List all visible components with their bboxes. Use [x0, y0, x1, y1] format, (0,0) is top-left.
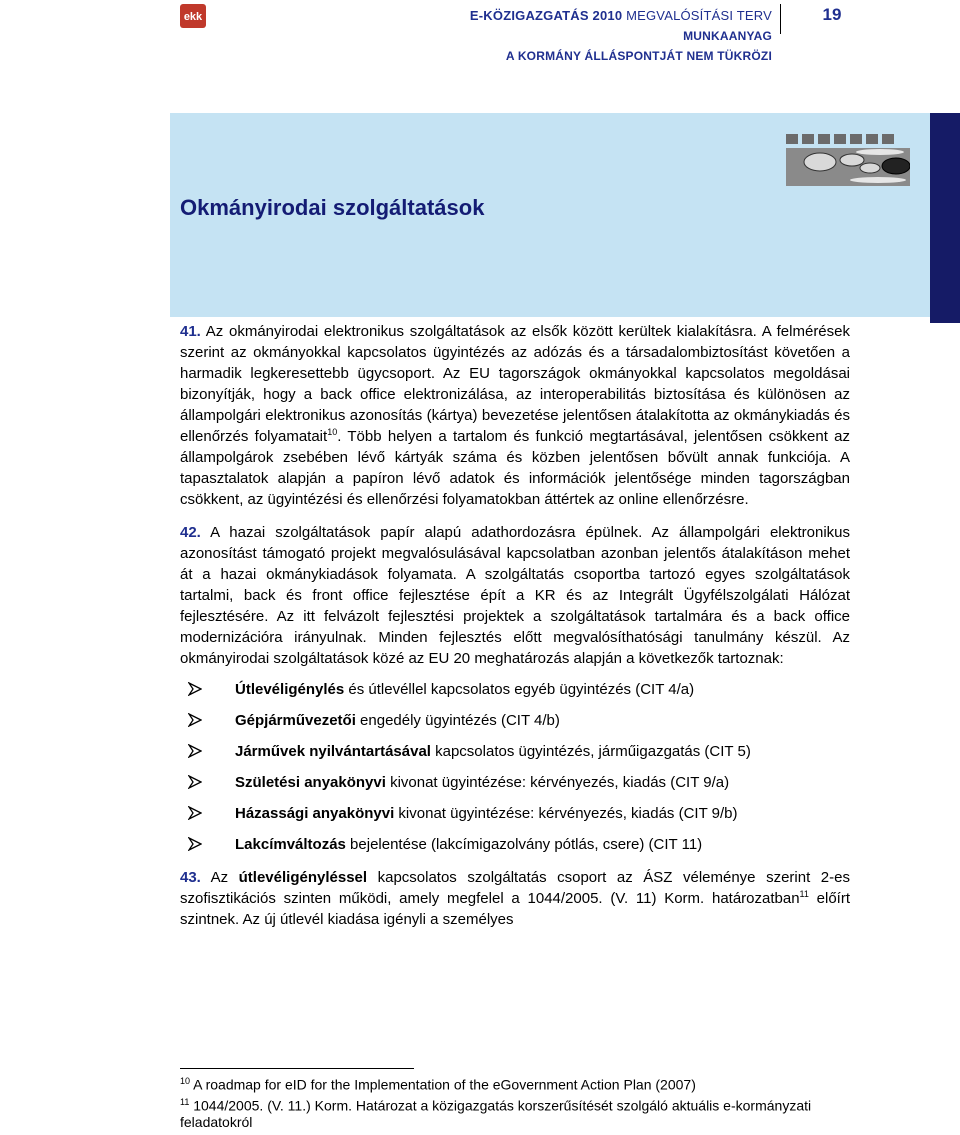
header-draft-label: MUNKAANYAG: [683, 29, 772, 43]
svg-text:ekk: ekk: [183, 11, 203, 23]
list-item: Gépjárművezetői engedély ügyintézés (CIT 4/b): [180, 710, 850, 731]
arrow-bullet-icon: [188, 775, 202, 789]
service-list: [180, 679, 850, 855]
arrow-bullet-icon: [188, 682, 202, 696]
paragraph-41: 41. Az okmányirodai elektronikus szolgáltatások az elsők között kerültek kialakításra. A felmérések szerint az okmányokkal kapcsolatos ügyintézés az adózás és a társadalombiztosítást követően a harmadik legkeresettebb ügycsoport. Az EU tagországok okmányokkal kapcsolatos megoldásai bizonyítják, hogy a back office elektronizálása, az interoperabilitás biztosítása és különösen az állampolgári elektronikus azonosítás (kártya) bevezetése jelentősen átalakította az okmánykiadás és ellenőrzés folyamatait$^{10}$. Több helyen a tartalom és funkció megtartásával, jelentősen csökkent az állampolgárok zsebében lévő kártyák száma és közben jelentősen bővült annak funkciója. A tapasztalatok alapján a papíron lévő adatok és információk jelentősége minden tagországban csökkent, az ügyintézési és ellenőrzési folyamatokban áttértek az online ellenőrzésre.: [180, 323, 850, 508]
list-item: Útlevéligénylés és útlevéllel kapcsolatos egyéb ügyintézés (CIT 4/a): [180, 679, 850, 700]
banner-edge-bar: [930, 113, 960, 323]
footnote-ref: 10: [327, 427, 338, 437]
header-disclaimer: A KORMÁNY ÁLLÁSPONTJÁT NEM TÜKRÖZI: [505, 49, 772, 63]
section-title: Okmányirodai szolgáltatások: [180, 195, 485, 220]
list-item: Lakcímváltozás bejelentése (lakcímigazolvány pótlás, csere) (CIT 11): [180, 834, 850, 855]
header-divider: [780, 4, 781, 34]
footnote: $^{10}$ A roadmap for eID for the Implementation of the eGovernment Action Plan (2007): [180, 1076, 696, 1093]
running-header: [470, 6, 772, 66]
footnotes: [180, 1073, 840, 1131]
paragraph-42: 42. A hazai szolgáltatások papír alapú adathordozásra épülnek. Az állampolgári elektronikus azonosítást támogató projekt megvalósulásával kapcsolatban azonban jelentős átalakításon mehet át a hazai okmánykiadások folyamata. A szolgáltatás csoportba tartozó egyes szolgáltatások tartalmi, back és front office fejlesztése épít a KR és az Integrált Ügyfélszolgálati Hálózat fejlesztésére. Az itt felvázolt fejlesztési projektek a szolgáltatások tartalmára és a back office modernizációra irányulnak. Minden fejlesztés előtt megvalósíthatósági tanulmány készül. Az okmányirodai szolgáltatások közé az EU 20 meghatározás alapján a következők tartoznak:: [180, 524, 850, 667]
paragraph-number: 42.: [180, 524, 201, 541]
footnote-separator: [180, 1068, 414, 1069]
paragraph-number: 41.: [180, 323, 201, 340]
arrow-bullet-icon: [188, 744, 202, 758]
list-item: Születési anyakönyvi kivonat ügyintézése: kérvényezés, kiadás (CIT 9/a): [180, 772, 850, 793]
banner-decoration-graphic: [780, 130, 910, 190]
arrow-bullet-icon: [188, 837, 202, 851]
header-plan-title: E-KÖZIGAZGATÁS 2010 MEGVALÓSÍTÁSI TERV: [469, 8, 772, 23]
main-content: [180, 321, 850, 930]
paragraph-43: 43. Az útlevéligényléssel kapcsolatos szolgáltatás csoport az ÁSZ véleménye szerint 2-es szofisztikációs szinten működi, amely megfelel a 1044/2005. (V. 11) Korm. határozatban$^{11}$ előírt szintnek. Az új útlevél kiadása igényli a személyes: [180, 869, 850, 928]
paragraph-number: 43.: [180, 869, 201, 886]
ekk-logo: [180, 4, 206, 28]
footnote-ref: 11: [799, 889, 809, 899]
arrow-bullet-icon: [188, 806, 202, 820]
list-item: Járművek nyilvántartásával kapcsolatos ügyintézés, járműigazgatás (CIT 5): [180, 741, 850, 762]
list-item: Házassági anyakönyvi kivonat ügyintézése: kérvényezés, kiadás (CIT 9/b): [180, 803, 850, 824]
page-number: 19: [822, 5, 842, 24]
arrow-bullet-icon: [188, 713, 202, 727]
footnote: $^{11}$ 1044/2005. (V. 11.) Korm. Határozat a közigazgatás korszerűsítését szolgáló aktuális e-kormányzati feladatokról: [180, 1096, 812, 1131]
